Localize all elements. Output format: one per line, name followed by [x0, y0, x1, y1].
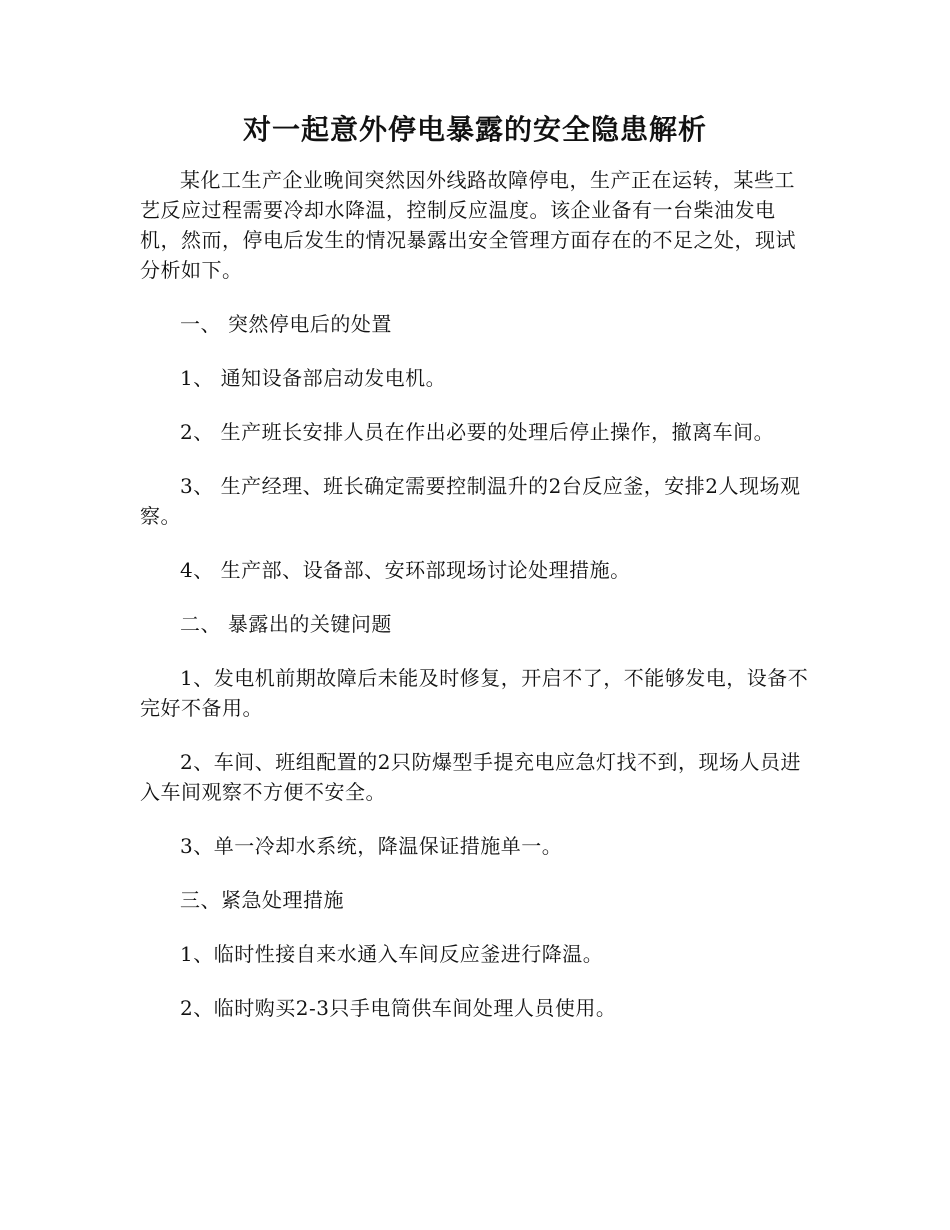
list-item: 3、单一冷却水系统，降温保证措施单一。: [180, 834, 563, 858]
list-item: 2、车间、班组配置的2只防爆型手提充电应急灯找不到，现场人员进入车间观察不方便不安全。: [140, 750, 801, 804]
list-item: 4、 生产部、设备部、安环部现场讨论处理措施。: [180, 558, 631, 582]
section-heading-3: 三、紧急处理措施: [180, 888, 344, 912]
section-heading-2: 二、 暴露出的关键问题: [180, 612, 392, 636]
intro-paragraph: 某化工生产企业晚间突然因外线路故障停电，生产正在运转，某些工艺反应过程需要冷却水降温，控制反应温度。该企业备有一台柴油发电机，然而，停电后发生的情况暴露出安全管理方面存在的不足之处，现试分析如下。: [140, 168, 796, 282]
list-item: 2、 生产班长安排人员在作出必要的处理后停止操作，撤离车间。: [180, 420, 775, 444]
list-item: 3、 生产经理、班长确定需要控制温升的2台反应釜，安排2人现场观察。: [140, 474, 801, 528]
list-item: 1、 通知设备部启动发电机。: [180, 366, 447, 390]
list-item: 2、临时购买2-3只手电筒供车间处理人员使用。: [180, 996, 617, 1020]
document-title: 对一起意外停电暴露的安全隐患解析: [242, 113, 707, 146]
section-heading-1: 一、 突然停电后的处置: [180, 312, 392, 336]
list-item: 1、临时性接自来水通入车间反应釜进行降温。: [180, 942, 604, 966]
list-item: 1、发电机前期故障后未能及时修复，开启不了，不能够发电，设备不完好不备用。: [140, 666, 809, 720]
document-body: [140, 165, 810, 1023]
